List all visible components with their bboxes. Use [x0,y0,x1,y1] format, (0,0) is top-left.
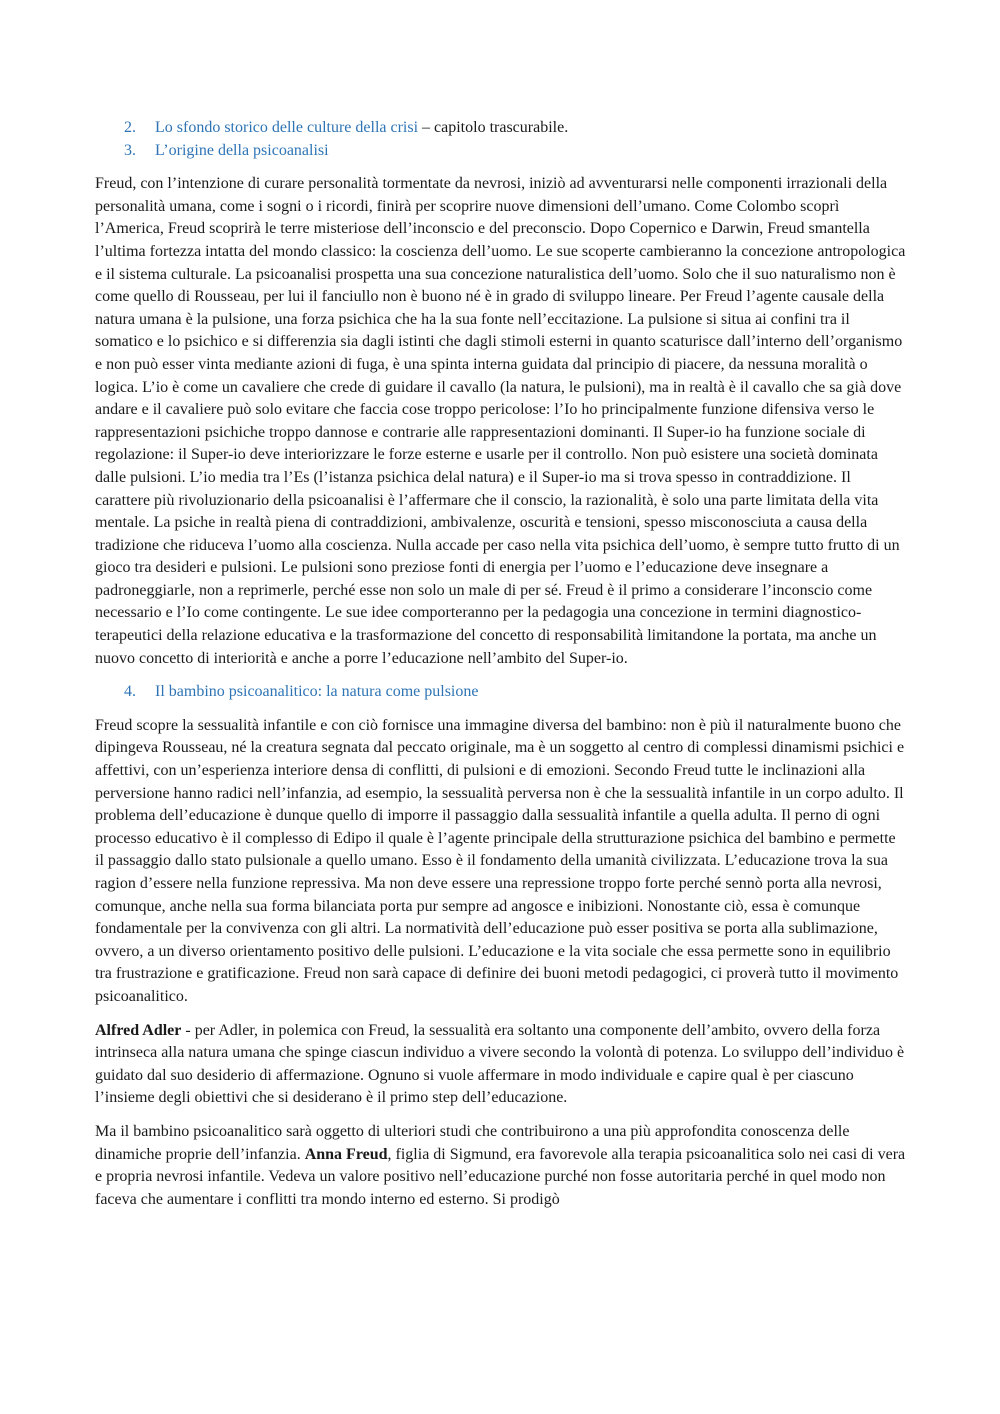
name-alfred-adler: Alfred Adler [95,1021,182,1039]
anna-text: , figlia di Sigmund, era favorevole alla terapia psicoanalitica solo nei casi di vera e propria nevrosi infantile. Vedeva un valore positivo nell’educazione purché non fosse autoritaria perché in quel modo non faceva che aumentare i conflitti tra mondo interno ed esterno. Si prodigò [95,1145,906,1208]
paragraph-adler [95,1020,907,1110]
heading-title: Il bambino psicoanalitico: la natura come pulsione [155,683,479,701]
adler-text: - per Adler, in polemica con Freud, la sessualità era soltanto una componente dell’ambito, ovvero della forza intrinseca alla natura umana che spinge ciascun individuo a vivere secondo la volontà di potenza. Lo sviluppo dell’individuo è guidato dal suo desiderio di affermazione. Ognuno si vuole affermare in modo individuale e capire qual è per ciascuno l’insieme degli obiettivi che si desiderano è il primo step dell’educazione. [95,1021,905,1107]
anna-intro-text: Ma il bambino psicoanalitico sarà oggetto di ulteriori studi che contribuirono a una più approfondita conoscenza delle dinamiche proprie dell’infanzia. [95,1122,850,1163]
page-content [95,117,907,1211]
heading-number: 2. [124,119,136,136]
heading-number: 4. [124,683,136,701]
heading-suffix: – capitolo trascurabile. [418,119,569,136]
section-heading-4 [124,681,907,704]
section-heading-2 [124,117,907,140]
heading-title: L’origine della psicoanalisi [155,141,329,159]
heading-number: 3. [124,141,136,159]
name-anna-freud: Anna Freud [304,1145,388,1163]
heading-text [155,117,568,140]
paragraph-anna-freud [95,1121,907,1211]
section-heading-3 [124,140,907,163]
paragraph-infant-sexuality: Freud scopre la sessualità infantile e con ciò fornisce una immagine diversa del bambino: non è più il naturalmente buono che dipingeva Rousseau, né la creatura segnata dal peccato originale, ma è un soggetto al centro di complessi dinamismi psichici e affettivi, con un’esperienza interiore densa di conflitti, di pulsioni e di emozioni. Secondo Freud tutte le inclinazioni alla perversione hanno radici nell’infanzia, ad esempio, la sessualità perversa non è che la sessualità infantile in un corpo adulto. Il problema dell’educazione è dunque quello di imporre il passaggio dalla sessualità infantile a quella adulta. Il perno di ogni processo educativo è il complesso di Edipo il quale è l’agente principale della strutturazione psichica del bambino e permette il passaggio dallo stato pulsionale a quello umano. Esso è il fondamento della umanità civilizzata. L’educazione trova la sua ragion d’essere nella funzione repressiva. Ma non deve essere una repressione troppo forte perché sennò porta alla nevrosi, comunque, anche nella sua forma bilanciata porta pur sempre ad angosce e inibizioni. Nonostante ciò, essa è comunque fondamentale per la convivenza con gli altri. La normatività dell’educazione può esser positiva se porta alla sublimazione, ovvero, a un diverso orientamento positivo delle pulsioni. L’educazione e la vita sociale che essa permette sono in equilibrio tra frustrazione e gratificazione. Freud non sarà capace di definire dei buoni metodi pedagogici, ci proverà tutto il movimento psicoanalitico. [95,716,905,1005]
paragraph-freud-origins: Freud, con l’intenzione di curare personalità tormentate da nevrosi, iniziò ad avventurarsi nelle componenti irrazionali della personalità umana, come i sogni o i ricordi, finirà per scoprire nuove dimensioni dell’umano. Come Colombo scoprì l’America, Freud scoprirà le terre misteriose dell’inconscio e del preconscio. Dopo Copernico e Darwin, Freud smantella l’ultima fortezza intatta del mondo classico: la coscienza dell’uomo. Le sue scoperte cambieranno la concezione antropologica e il sistema culturale. La psicoanalisi prospetta una sua concezione naturalistica dell’uomo. Solo che il suo naturalismo non è come quello di Rousseau, per lui il fanciullo non è buono né è in grado di sviluppo lineare. Per Freud l’agente causale della natura umana è la pulsione, una forza psichica che ha la sua fonte nell’eccitazione. La pulsione si situa ai confini tra il somatico e lo psichico e si differenzia sia dagli istinti che dagli stimoli esterni in quanto scaturisce dall’interno dell’organismo e non può esser vinta mediante azioni di fuga, è una spinta interna guidata dal principio di piacere, da nessuna moralità o logica. L’io è come un cavaliere che crede di guidare il cavallo (la natura, le pulsioni), ma in realtà è il cavallo che sa già dove andare e il cavaliere può solo evitare che faccia cose troppo pericolose: l’Io ho principalmente funzione difensiva verso le rappresentazioni psichiche troppo dannose e contrarie alle rappresentazioni dominanti. Il Super-io ha funzione sociale di regolazione: il Super-io deve interiorizzare le forze esterne e usarle per il controllo. Non può esistere una società dominata dalle pulsioni. L’io media tra l’Es (l’istanza psichica delal natura) e il Super-io ma si trova spesso in contraddizione. Il carattere più rivoluzionario della psicoanalisi è l’affermare che il conscio, la razionalità, è solo una parte limitata della vita mentale. La psiche in realtà piena di contraddizioni, ambivalenze, oscurità e tensioni, spesso misconosciuta a causa della tradizione che riduceva l’uomo alla coscienza. Nulla accade per caso nella vita psichica dell’uomo, è sempre tutto frutto di un gioco tra desideri e pulsioni. Le pulsioni sono preziose fonti di energia per l’uomo e l’educazione deve insegnare a padroneggiarle, non a reprimerle, perché esse non solo un male di per sé. Freud è il primo a considerare l’inconscio come necessario e l’Io come contingente. Le sue idee comporteranno per la pedagogia una concezione in termini diagnostico-terapeutici della relazione educativa e la trasformazione del concetto di responsabilità limitandone la portata, ma anche un nuovo concetto di interiorità e anche a porre l’educazione nell’ambito del Super-io. [95,175,906,667]
heading-title: Lo sfondo storico delle culture della crisi [155,119,419,136]
